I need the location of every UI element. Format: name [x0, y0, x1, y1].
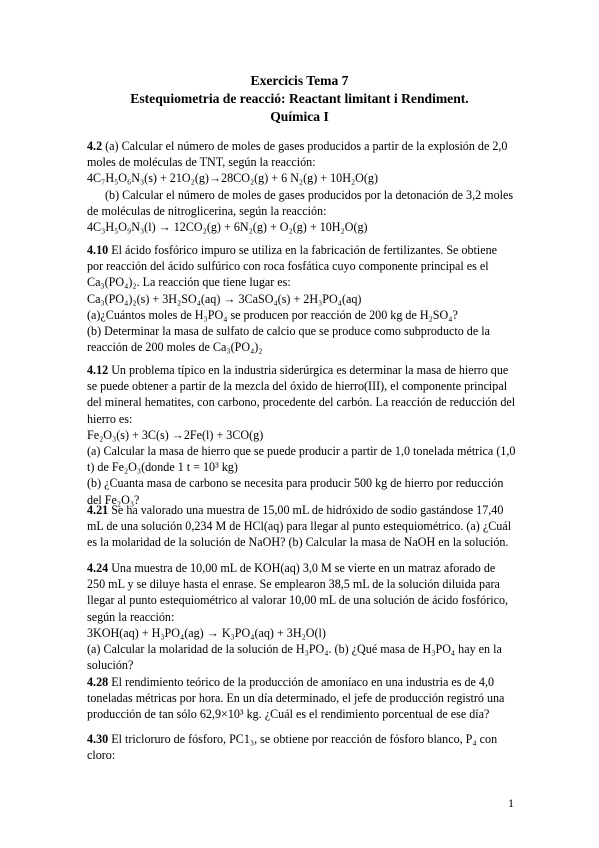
exercise-line: es la molaridad de la solución de NaOH? (b) Calcular la masa de NaOH en la solución. — [87, 535, 509, 550]
reaction-equation: Ca₃(PO₄)₂(s) + 3H₂SO₄(aq) → 3CaSO₄(s) + 2H₃PO₄(aq) — [87, 291, 362, 306]
exercise-line: solución? — [87, 658, 134, 673]
exercise-number: 4.21 — [87, 503, 109, 517]
reaction-equation: Fe₂O₃(s) + 3C(s) →2Fe(l) + 3CO(g) — [87, 427, 264, 442]
exercise-line: 4.30 El tricloruro de fósforo, PC1₃, se obtiene por reacción de fósforo blanco, P₄ con — [87, 732, 498, 746]
page-number: 1 — [508, 796, 514, 810]
exercise-4-21 — [87, 502, 523, 551]
exercise-line: (b) ¿Cuanta masa de carbono se necesita para producir 500 kg de hierro por reducción — [87, 476, 504, 491]
exercise-line: toneladas métricas por hora. En un día determinado, el jefe de producción registró una — [87, 691, 505, 706]
exercise-line: 4.21 Se ha valorado una muestra de 15,00 mL de hidróxido de sodio gastándose 17,40 — [87, 503, 504, 517]
exercise-number: 4.28 — [87, 675, 109, 689]
exercise-line: 4.28 El rendimiento teórico de la producción de amoníaco en una industria es de 4,0 — [87, 675, 495, 689]
exercise-line: 4.2 (a) Calcular el número de moles de gases producidos a partir de la explosión de 2,0 — [87, 139, 508, 153]
reaction-equation: 4C₃H₅O₉N₃(l) → 12CO₂(g) + 6N₂(g) + O₂(g) + 10H₂O(g) — [87, 220, 368, 235]
exercise-4-12 — [87, 362, 523, 508]
exercise-number: 4.12 — [87, 363, 109, 377]
exercise-line: mL de una solución 0,234 M de HCl(aq) para llegar al punto estequiométrico. (a) ¿Cuál — [87, 519, 512, 534]
exercise-line: producción de tan sólo 62,9×10³ kg. ¿Cuál es el rendimiento porcentual de ese día? — [87, 707, 490, 722]
exercise-line: según la reacción: — [87, 609, 175, 624]
reaction-equation: 3KOH(aq) + H₃PO₄(ag) → K₃PO₄(aq) + 3H₂O(l) — [87, 625, 326, 640]
exercise-line: Ca₃(PO₄)₂. La reacción que tiene lugar es: — [87, 275, 291, 290]
reaction-equation: 4C₇H₅O₆N₃(s) + 21O₂(g)→28CO₂(g) + 6 N₂(g) + 10H₂O(g) — [87, 171, 378, 186]
exercise-4-30 — [87, 731, 523, 763]
exercise-line: del Fe₂O₃? — [87, 492, 140, 507]
exercise-line: 4.10 El ácido fosfórico impuro se utiliza en la fabricación de fertilizantes. Se obtiene — [87, 243, 498, 257]
exercise-line: se puede obtener a partir de la mezcla del óxido de hierro(III), el componente principal — [87, 379, 508, 394]
exercise-line: 4.12 Un problema típico en la industria siderúrgica es determinar la masa de hierro que — [87, 363, 509, 377]
exercise-4-24 — [87, 560, 523, 673]
exercise-line: 250 mL y se diluye hasta el enrase. Se emplearon 38,5 mL de la solución diluida para — [87, 577, 500, 592]
exercise-line: de moléculas de nitroglicerina, según la reacción: — [87, 203, 327, 218]
exercise-number: 4.24 — [87, 561, 109, 575]
document-header — [0, 72, 599, 126]
exercise-4-28 — [87, 674, 523, 723]
exercise-line: por reacción del ácido sulfúrico con roca fosfática cuyo componente principal es el — [87, 259, 489, 274]
exercise-line: cloro: — [87, 748, 116, 763]
exercise-line: reacción de 200 moles de Ca₃(PO₄)₂ — [87, 340, 263, 355]
exercise-number: 4.10 — [87, 243, 109, 257]
exercise-line: (b) Calcular el número de moles de gases producidos por la detonación de 3,2 moles — [105, 187, 514, 202]
exercise-line: (a)¿Cuántos moles de H₃PO₄ se producen por reacción de 200 kg de H₂SO₄? — [87, 307, 458, 322]
header-course: Química I — [270, 109, 329, 124]
header-title: Exercicis Tema 7 — [250, 73, 349, 88]
exercise-line: (a) Calcular la molaridad de la solución de H₃PO₄. (b) ¿Qué masa de H₃PO₄ hay en la — [87, 642, 502, 657]
exercise-line: t) de Fe₂O₃(donde 1 t = 10³ kg) — [87, 460, 238, 475]
exercise-line: 4.24 Una muestra de 10,00 mL de KOH(aq) 3,0 M se vierte en un matraz aforado de — [87, 561, 496, 575]
exercise-line: (a) Calcular la masa de hierro que se puede producir a partir de 1,0 tonelada métrica (1,0 — [87, 444, 516, 459]
exercise-number: 4.2 — [87, 139, 103, 153]
exercise-line: del mineral hematites, con carbono, procedente del carbón. La reacción de reducción del — [87, 395, 516, 410]
exercise-number: 4.30 — [87, 732, 109, 746]
exercise-line: llegar al punto estequiométrico al valorar 10,00 mL de una solución de ácido fosfórico, — [87, 593, 509, 608]
header-subtitle: Estequiometria de reacció: Reactant limitant i Rendiment. — [130, 91, 469, 106]
exercise-line: moles de moléculas de TNT, según la reacción: — [87, 155, 316, 170]
exercise-4-10 — [87, 242, 523, 355]
exercise-4-2 — [87, 138, 523, 235]
exercise-line: (b) Determinar la masa de sulfato de calcio que se produce como subproducto de la — [87, 324, 490, 339]
exercise-line: hierro es: — [87, 411, 133, 426]
